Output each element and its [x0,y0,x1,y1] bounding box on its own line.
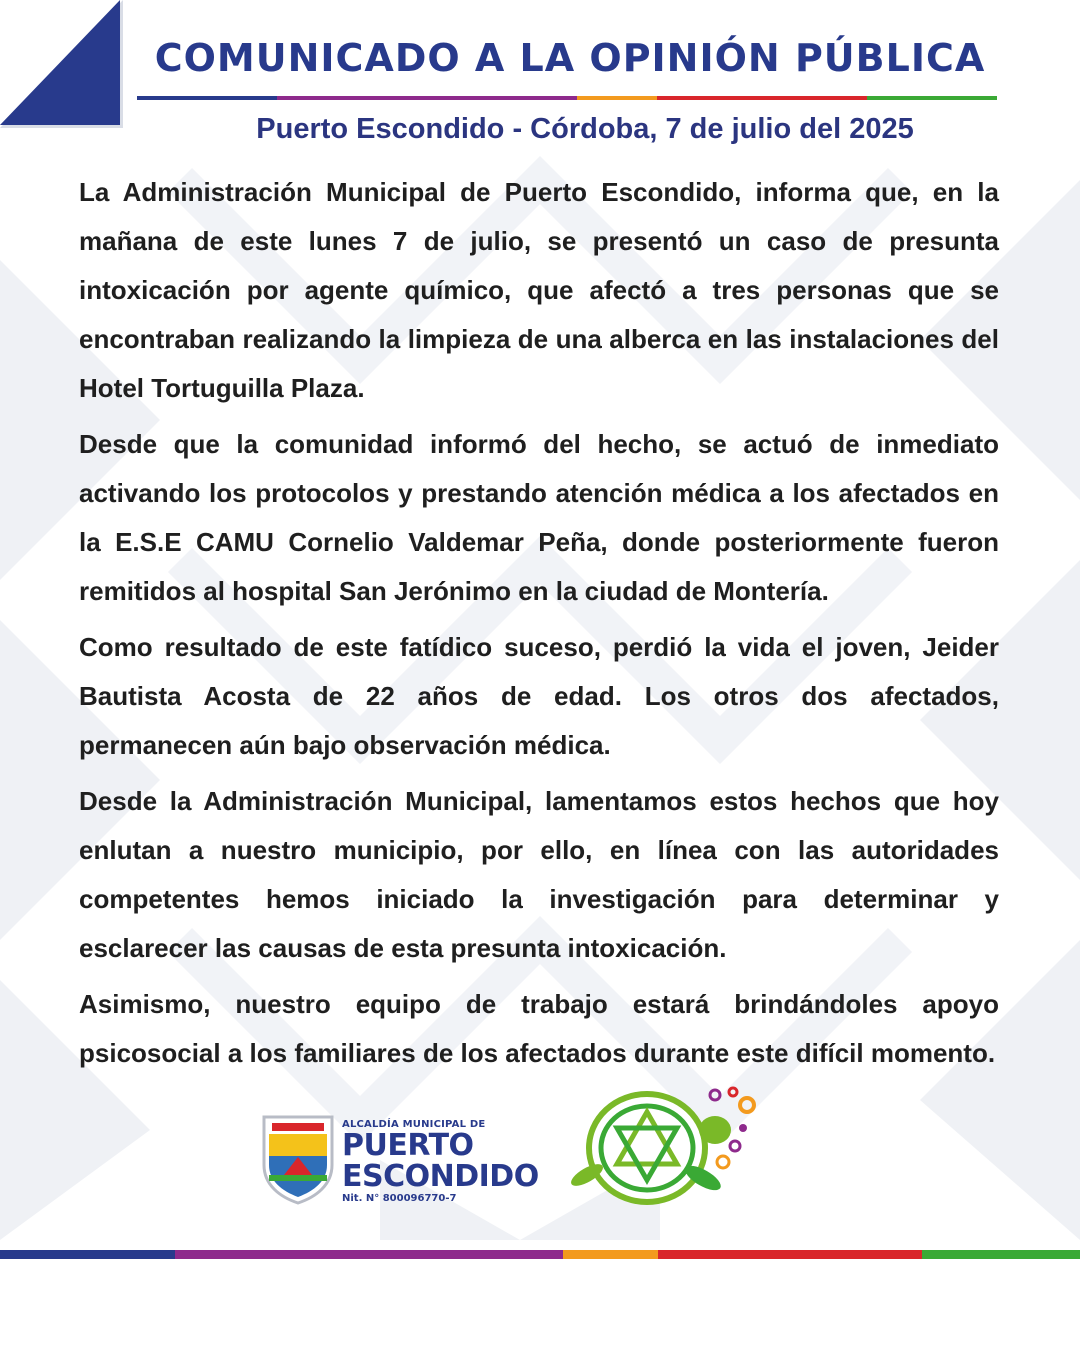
logo-subtitle: ALCALDÍA MUNICIPAL DE [342,1119,486,1130]
paragraph: Desde que la comunidad informó del hecho, se actuó de inmediato activando los protocolos y prestando atención médica a los afectados en la E.S.E CAMU Cornelio Valdemar Peña, donde posteriormente fueron remitidos al hospital San Jerónimo en la ciudad de Montería. [79,429,999,606]
date-line: Puerto Escondido - Córdoba, 7 de julio del 2025 [256,113,914,145]
logo-line-1: PUERTO [342,1128,474,1163]
paragraph: La Administración Municipal de Puerto Escondido, informa que, en la mañana de este lunes 7 de julio, se presentó un caso de presunta intoxicación por agente químico, que afectó a tres personas que se encontraban realizando la limpieza de una alberca en las instalaciones del Hotel Tortuguilla Plaza. [79,177,999,403]
municipal-logo [260,1113,539,1205]
corner-triangle-icon [0,0,130,130]
logo-nit: Nit. N° 800096770-7 [342,1193,457,1204]
municipal-shield-icon [260,1113,336,1205]
logo-wordmark [342,1119,539,1204]
turtle-emblem-icon [565,1080,765,1210]
paragraph: Desde la Administración Municipal, lamentamos estos hechos que hoy enlutan a nuestro municipio, por ello, en línea con las autoridades competentes hemos iniciado la investigación para determinar y esclarecer las causas de esta presunta intoxicación. [79,786,999,963]
page-title: COMUNICADO A LA OPINIÓN PÚBLICA [154,36,986,80]
title-color-rule [137,96,997,100]
statement-body [79,168,999,1085]
bottom-color-rule [0,1250,1080,1259]
logo-line-2: ESCONDIDO [342,1159,539,1194]
paragraph: Asimismo, nuestro equipo de trabajo estará brindándoles apoyo psicosocial a los familiares de los afectados durante este difícil momento. [79,989,999,1068]
paragraph: Como resultado de este fatídico suceso, perdió la vida el joven, Jeider Bautista Acosta de 22 años de edad. Los otros dos afectados, permanecen aún bajo observación médica. [79,632,999,760]
